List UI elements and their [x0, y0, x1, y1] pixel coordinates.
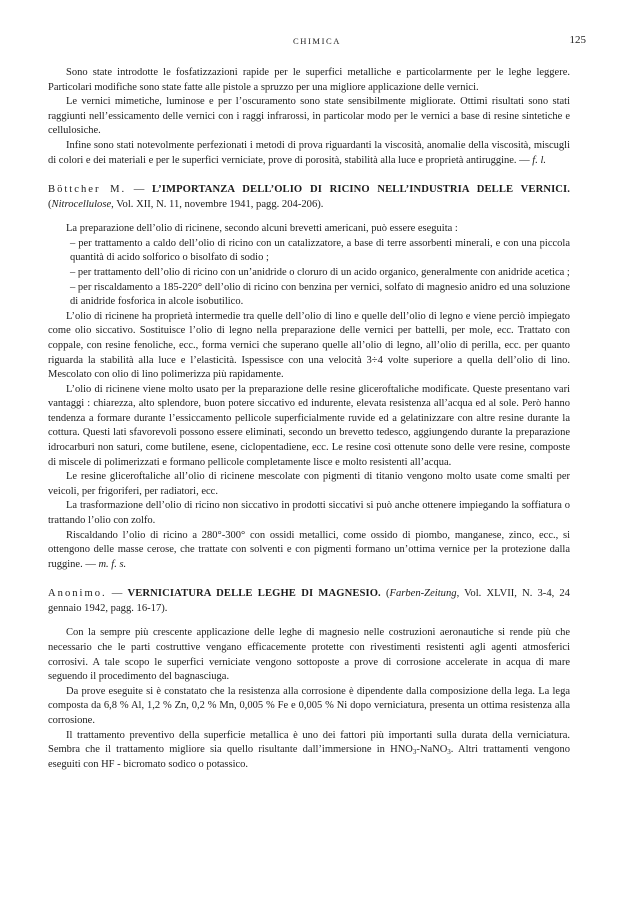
article-1-paragraph-3: Le resine gliceroftaliche all’olio di ricinene mescolate con pigmenti di titanio vengono molto usate come smalti per veicoli, per frigoriferi, per radiatori, ecc. — [48, 471, 570, 497]
page-number: 125 — [569, 34, 586, 46]
article-1-source-details: , Vol. XII, N. 11, novembre 1941, pagg. 204-206). — [111, 199, 324, 211]
article-1-lead: La preparazione dell’olio di ricinene, secondo alcuni brevetti americani, può essere eseguita : — [66, 223, 458, 235]
article-1-list-item-2: – per trattamento dell’olio di ricino con un’anidride o cloruro di un acido organico, generalmente con anidride acetica ; — [70, 266, 570, 278]
article-1-source-open: ( — [48, 199, 52, 211]
article-2-source-details: , Vol. XLVII, N. 3-4, 24 gennaio 1942, pagg. 16-17). — [48, 588, 570, 615]
article-1-paragraph-1: L’olio di ricinene ha proprietà intermedie tra quelle dell’olio di lino e quelle dell’olio di legno e viene perciò impiegato come olio siccativo. Sostituisce l’olio di legno nella preparazione delle vernici per battelli, per mole, ecc. Trattato con coppale, con resine fenoliche, ecc., forma vernici che superano quelle all’olio di legno, all’olio di perilla, ecc. per quanto riguarda la stabilità alla luce e l’elasticità. Ispessisce con una velocità 3÷4 volte superiore a quella dell’olio di lino. Mescolato con olio di lino polimerizza più rapidamente. — [48, 310, 570, 381]
article-2-subscript-1: 3 — [412, 748, 417, 757]
article-1-dash: — — [126, 184, 152, 196]
intro-paragraph-2: Le vernici mimetiche, luminose e per l’oscuramento sono state sensibilmente migliorate. Ottimi risultati sono stati raggiunti nell’essicamento delle vernici con i raggi infrarossi, in particolar modo per le vernici a base di resine sintetiche e cellulosiche. — [48, 96, 570, 137]
article-2-heading — [48, 586, 570, 616]
article-1-source: Nitrocellulose — [51, 199, 112, 211]
article-2-paragraph-2: Da prove eseguite si è constatato che la resistenza alla corrosione è dipendente dalla composizione della lega. La lega composta da 6,8 % Al, 1,2 % Zn, 0,2 % Mn, 0,005 % Fe e 0,005 % Ni dopo verniciatura, presenta un ottima resistenza alla corrosione. — [48, 685, 570, 726]
article-2-paragraph-3 — [48, 729, 570, 773]
intro-paragraph-3 — [48, 139, 570, 168]
intro-paragraph-3-text: Infine sono stati notevolmente perfezionati i metodi di prova riguardanti la viscosità, anomalie della viscosità, miscugli di colori e dei materiali e per le superfici verniciate, prove di porosità, stabilità alla luce e proprietà antiruggine. — — [48, 139, 570, 166]
article-1-paragraph-5 — [48, 529, 570, 573]
article-2-source: Farben-Zeitung — [389, 588, 457, 600]
page-body — [48, 66, 570, 772]
article-1-paragraph-4: La trasformazione dell’olio di ricino non siccativo in prodotti siccativi si può anche ottenere impiegando la soffiatura o trattando l’olio con zolfo. — [48, 500, 570, 527]
article-1-list-item-3: – per riscaldamento a 185-220° dell’olio di ricino con benzina per vernici, solfato di magnesio anidro ed una soluzione di anidride fosforica in alcole isobutilico. — [70, 281, 570, 308]
running-head — [0, 36, 634, 50]
article-1-title: L’IMPORTANZA DELL’OLIO DI RICINO NELL’INDUSTRIA DELLE VERNICI. — [151, 184, 571, 196]
intro-paragraph-1: Sono state introdotte le fosfatizzazioni rapide per le superfici metalliche e particolarmente per le leghe leggere. Particolari modifiche sono state fatte alle pistole a spruzzo per una migliore applicazione delle vernici. — [48, 67, 570, 93]
article-1-paragraph-5-text: Riscaldando l’olio di ricino a 280°-300° con ossidi metallici, come ossido di piombo, manganese, zinco, ecc., si ottengono delle masse cerose, che trattate con solventi e con pigmenti formano un’ottima vernice per la protezione dalla ruggine. — — [48, 529, 570, 570]
article-2-title: VERNICIATURA DELLE LEGHE DI MAGNESIO. — [127, 588, 381, 600]
article-2-author: Anonimo. — [48, 588, 107, 600]
article-1-author: Böttcher M. — [48, 184, 127, 196]
article-2-paragraph-1: Con la sempre più crescente applicazione delle leghe di magnesio nelle costruzioni aeronautiche si rende più che necessario che le parti costruttive vengano efficacemente protette con rivestimenti resistenti agli agenti atmosferici corrosivi. A tale scopo le superfici verniciate vengono sottoposte a prove di corrosione accelerate in acqua di mare seguendo il procedimento del bagnasciuga. — [48, 627, 570, 683]
article-2-paragraph-3-text-b: . Altri trattamenti vengono eseguiti con HF - bicromato sodico o potassico. — [48, 744, 570, 770]
article-1-signature: m. f. s. — [98, 558, 127, 570]
article-2-dash: — — [106, 588, 128, 600]
article-1-heading — [48, 182, 570, 212]
running-head-title: CHIMICA — [292, 36, 342, 46]
article-2-subscript-2: 3 — [447, 748, 451, 757]
article-2-source-open: ( — [380, 588, 390, 600]
article-2-paragraph-3-text-a: Il trattamento preventivo della superficie metallica è uno dei fattori più importanti sulla durata della verniciatura. Sembra che il trattamento migliore sia quello risultante dall’immersione in HNO — [48, 729, 570, 756]
article-1-list-item-1: – per trattamento a caldo dell’olio di ricino con un catalizzatore, a base di terre assorbenti minerali, e con una piccola quantità di acido solforico o bisolfato di sodio ; — [70, 237, 570, 264]
intro-signature: f. l. — [532, 154, 546, 166]
article-1-paragraph-2: L’olio di ricinene viene molto usato per la preparazione delle resine gliceroftaliche modificate. Queste presentano vari vantaggi : chiarezza, alto splendore, buon potere siccativo ed indurente, elevata resistenza all’acqua ed al sole. Però hanno tendenza a formare durante l’essiccamento pellicole superficialmente ruvide ed a gelatinizzare con altre resine durante la cottura. Questi lati sfavorevoli possono essere eliminati, secondo un brevetto tedesco, aggiungendo durante la preparazione idrocarburi non saturi, come butilene, esene, ciclopentadiene, ecc. Le resine così ottenute sono delle vere resine, composte di miscele di polimerizzati e formano pellicole completamente lisce e molto resistenti all’acqua. — [48, 383, 570, 468]
article-2-formula-mid: -NaNO — [416, 744, 448, 756]
